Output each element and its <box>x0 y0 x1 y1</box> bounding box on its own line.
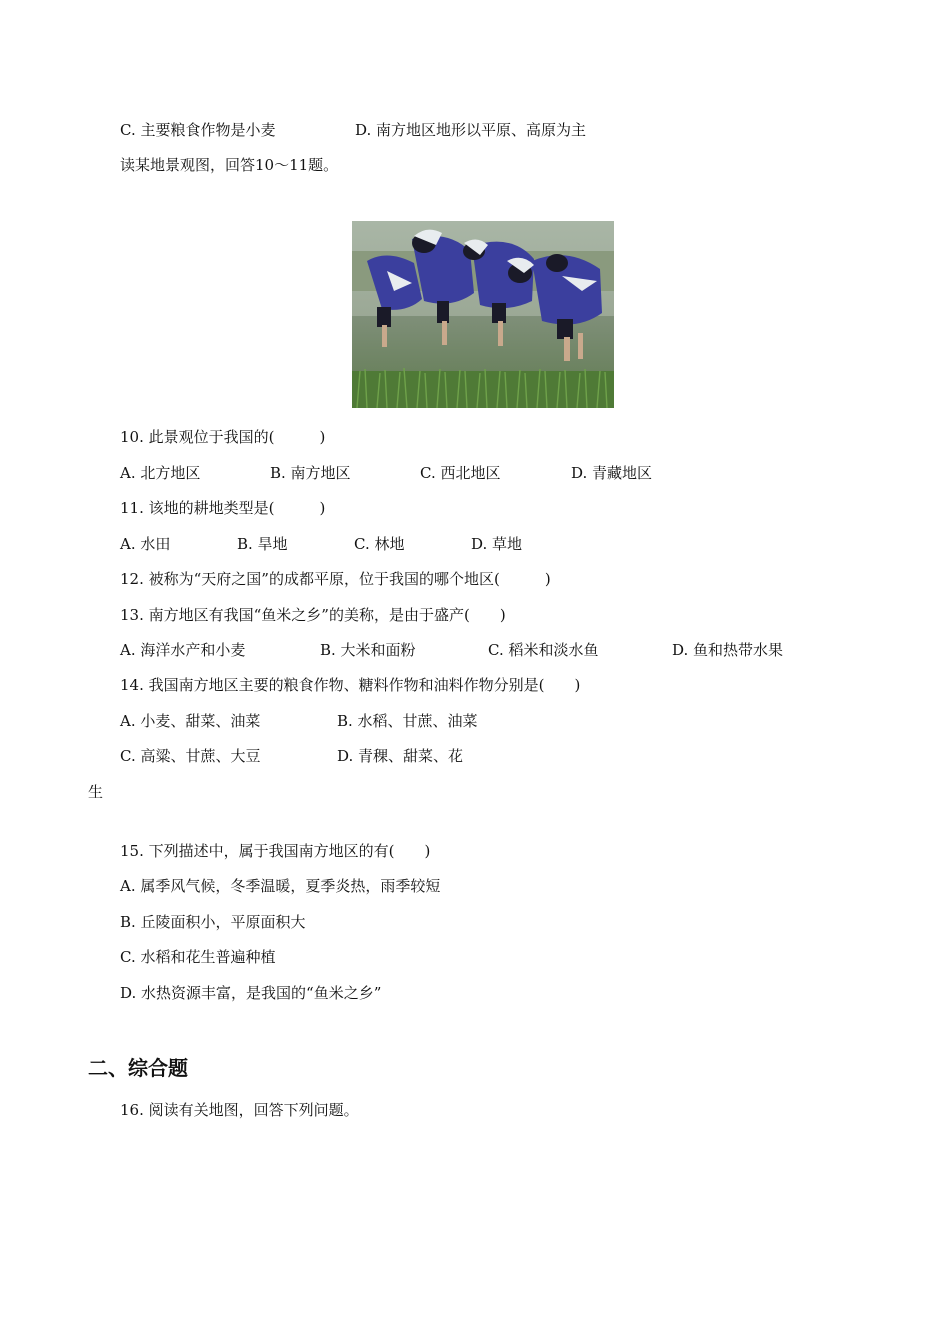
section-heading: 二、综合题 <box>88 1056 188 1080</box>
q14-option-d-wrap: 生 <box>88 783 104 801</box>
q15-option-a: A. 属季风气候，冬季温暖，夏季炎热，雨季较短 <box>120 877 441 895</box>
q10-stem: 10. 此景观位于我国的( ) <box>120 428 326 446</box>
q13-option-d: D. 鱼和热带水果 <box>672 641 784 659</box>
q13-option-c: C. 稻米和淡水鱼 <box>488 641 599 659</box>
q11-option-a: A. 水田 <box>120 535 171 553</box>
q15-option-c: C. 水稻和花生普遍种植 <box>120 948 276 966</box>
q10-option-a: A. 北方地区 <box>120 464 201 482</box>
q14-stem: 14. 我国南方地区主要的粮食作物、糖料作物和油料作物分别是( ) <box>120 676 581 694</box>
q11-stem: 11. 该地的耕地类型是( ) <box>120 499 326 517</box>
q15-stem: 15. 下列描述中，属于我国南方地区的有( ) <box>120 842 431 860</box>
q11-option-c: C. 林地 <box>354 535 405 553</box>
q15-option-b: B. 丘陵面积小，平原面积大 <box>120 913 306 931</box>
rice-transplanting-photo <box>352 221 614 408</box>
q14-option-b: B. 水稻、甘蔗、油菜 <box>337 712 478 730</box>
prev-option-d: D. 南方地区地形以平原、高原为主 <box>355 121 587 139</box>
q11-option-d: D. 草地 <box>471 535 523 553</box>
q11-option-b: B. 旱地 <box>237 535 288 553</box>
q15-option-d: D. 水热资源丰富，是我国的“鱼米之乡” <box>120 984 382 1002</box>
q14-option-c: C. 高粱、甘蔗、大豆 <box>120 747 261 765</box>
q14-option-d: D. 青稞、甜菜、花 <box>337 747 464 765</box>
q16-stem: 16. 阅读有关地图，回答下列问题。 <box>120 1101 359 1119</box>
q13-stem: 13. 南方地区有我国“鱼米之乡”的美称，是由于盛产( ) <box>120 606 506 624</box>
intro-text: 读某地景观图，回答10～11题。 <box>120 156 339 174</box>
q14-option-a: A. 小麦、甜菜、油菜 <box>120 712 261 730</box>
q13-option-b: B. 大米和面粉 <box>320 641 416 659</box>
q10-option-d: D. 青藏地区 <box>571 464 653 482</box>
q10-option-c: C. 西北地区 <box>420 464 501 482</box>
q12-stem: 12. 被称为“天府之国”的成都平原，位于我国的哪个地区( ) <box>120 570 551 588</box>
q13-option-a: A. 海洋水产和小麦 <box>120 641 246 659</box>
q10-option-b: B. 南方地区 <box>270 464 351 482</box>
prev-option-c: C. 主要粮食作物是小麦 <box>120 121 276 139</box>
